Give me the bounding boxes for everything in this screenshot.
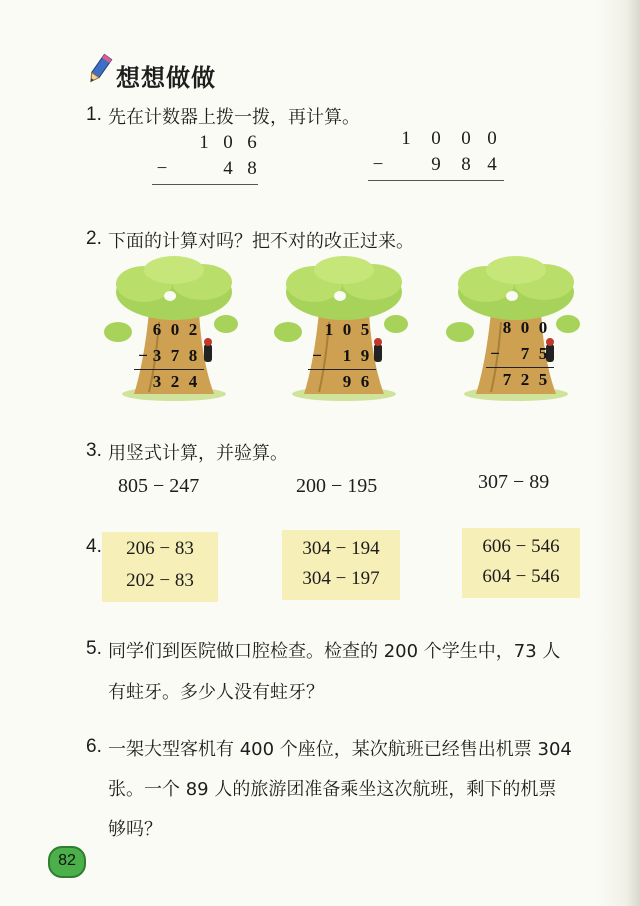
expression-card-2 — [282, 530, 400, 600]
tree-illustration-3 — [446, 252, 586, 402]
expression: 304 − 194 — [302, 538, 380, 559]
pencil-icon — [84, 52, 114, 86]
digit: 6 — [360, 372, 370, 391]
digit: 5 — [538, 370, 548, 389]
digit: 7 — [502, 370, 512, 389]
digit: 2 — [520, 370, 530, 389]
question-3-text: 用竖式计算，并验算。 — [108, 443, 288, 464]
question-2-text: 下面的计算对吗？把不对的改正过来。 — [108, 231, 414, 252]
minus-sign: − — [372, 154, 384, 175]
digit: 6 — [152, 320, 162, 339]
digit: 1 — [199, 132, 209, 153]
digit: 1 — [401, 128, 411, 149]
expression-card-3 — [462, 528, 580, 598]
digit: 5 — [360, 320, 370, 339]
digit: 0 — [431, 128, 441, 149]
digit: 6 — [247, 132, 257, 153]
sum-line — [486, 367, 554, 368]
expression: 304 − 197 — [302, 568, 380, 589]
sum-line — [134, 369, 204, 370]
digit: 7 — [520, 344, 530, 363]
digit: 0 — [461, 128, 471, 149]
digit: 8 — [247, 158, 257, 179]
question-5-line-1: 同学们到医院做口腔检查。检查的 200 个学生中，73 人 — [108, 641, 561, 662]
expression: 307 − 89 — [478, 471, 550, 493]
digit: 9 — [342, 372, 352, 391]
question-4-number: 4. — [86, 536, 102, 557]
question-3-number: 3. — [86, 440, 102, 461]
minus-sign: − — [138, 346, 148, 365]
question-1-number: 1. — [86, 104, 102, 125]
question-6-number: 6. — [86, 736, 102, 757]
digit: 4 — [188, 372, 198, 391]
minus-sign: − — [490, 344, 500, 363]
digit: 4 — [487, 154, 497, 175]
digit: 9 — [360, 346, 370, 365]
question-1-text: 先在计数器上拨一拨，再计算。 — [108, 107, 360, 128]
minus-sign: − — [312, 346, 322, 365]
digit: 0 — [538, 318, 548, 337]
page-edge-shadow — [596, 0, 640, 906]
digit: 3 — [152, 346, 162, 365]
digit: 0 — [487, 128, 497, 149]
sum-line — [152, 184, 258, 185]
page-number-badge — [48, 846, 86, 878]
digit: 4 — [223, 158, 233, 179]
digit: 1 — [342, 346, 352, 365]
page-number: 82 — [58, 852, 76, 869]
vertical-subtraction-a — [150, 128, 260, 188]
digit: 8 — [188, 346, 198, 365]
expression: 202 − 83 — [126, 570, 194, 591]
digit: 7 — [170, 346, 180, 365]
digit: 9 — [431, 154, 441, 175]
digit: 8 — [461, 154, 471, 175]
digit: 5 — [538, 344, 548, 363]
question-5-line-2: 有蛀牙。多少人没有蛀牙？ — [108, 682, 324, 703]
question-6-line-1: 一架大型客机有 400 个座位，某次航班已经售出机票 304 — [108, 739, 572, 760]
expression: 200 − 195 — [296, 475, 378, 497]
section-title: 想想做做 — [116, 64, 216, 92]
digit: 1 — [324, 320, 334, 339]
digit: 0 — [170, 320, 180, 339]
digit: 8 — [502, 318, 512, 337]
question-6-line-2: 张。一个 89 人的旅游团准备乘坐这次航班，剩下的机票 — [108, 779, 557, 800]
expression: 604 − 546 — [482, 566, 560, 587]
sum-line — [368, 180, 504, 181]
minus-sign: − — [156, 158, 168, 179]
digit: 0 — [342, 320, 352, 339]
expression: 606 − 546 — [482, 536, 560, 557]
expression-card-1 — [102, 532, 218, 602]
question-5-number: 5. — [86, 638, 102, 659]
question-2-number: 2. — [86, 228, 102, 249]
question-6-line-3: 够吗？ — [108, 819, 162, 840]
expression: 206 − 83 — [126, 538, 194, 559]
digit: 2 — [188, 320, 198, 339]
tree-illustration-2 — [274, 252, 414, 402]
digit: 0 — [223, 132, 233, 153]
sum-line — [308, 369, 376, 370]
expression: 805 − 247 — [118, 475, 200, 497]
digit: 3 — [152, 372, 162, 391]
digit: 0 — [520, 318, 530, 337]
digit: 2 — [170, 372, 180, 391]
vertical-subtraction-b — [366, 124, 506, 184]
tree-illustration-1 — [104, 252, 244, 402]
